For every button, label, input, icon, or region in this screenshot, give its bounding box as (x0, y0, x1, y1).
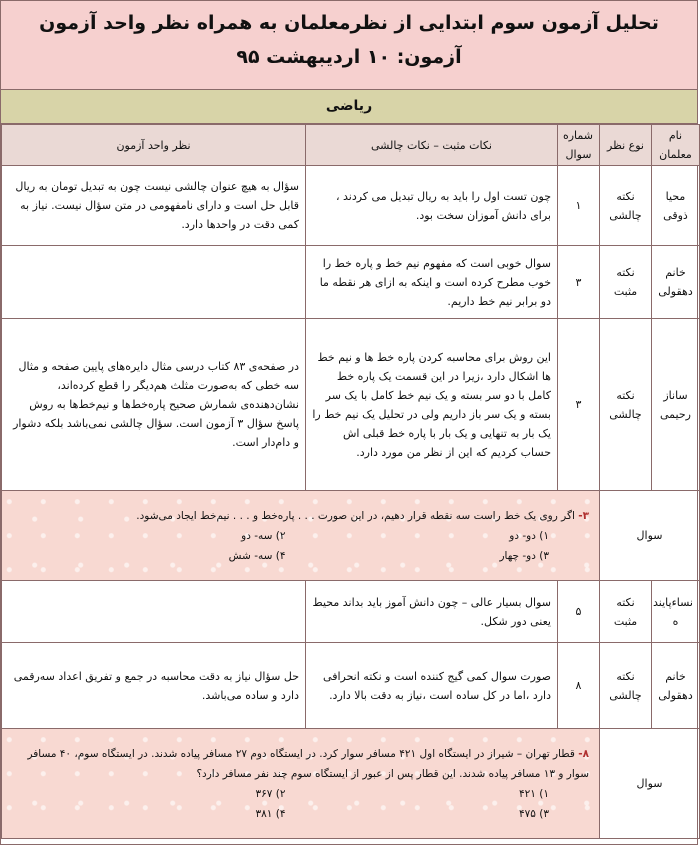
points-cell: این روش برای محاسبه کردن پاره خط ها و نیم خط ها اشکال دارد ،زیرا در این قسمت یک پاره خط کامل با دو سر بسته و یک نیم خط کامل با یک سر بسته و یک سر باز داریم ولی در تحلیل یک نیم خط را یک بار به تنهایی و یک بار با پاره خط قبلی اش حساب کردیم که این از نظر من مورد دارد. (306, 319, 558, 491)
option: ۱) دو- دو (509, 529, 549, 542)
qnum-cell: ۱ (558, 166, 600, 246)
points-cell: چون تست اول را باید به ریال تبدیل می کردند ، برای دانش آموزان سخت بود. (306, 166, 558, 246)
unit-cell (2, 581, 306, 643)
qnum-cell: ۵ (558, 581, 600, 643)
table-row (2, 166, 700, 246)
table-header-row (2, 125, 700, 166)
teacher-cell: محیا ذوقی (652, 166, 700, 246)
question-label: سوال (600, 491, 700, 581)
option: ۱) ۴۲۱ (519, 787, 549, 800)
teacher-cell: خانم دهقولی (652, 643, 700, 729)
analysis-table (1, 124, 700, 839)
option: ۳) ۴۷۵ (519, 807, 549, 820)
unit-cell: سؤال به هیچ عنوان چالشی نیست چون به تبدیل تومان به ریال قابل حل است و دارای نامفهومی در متن سؤال نیست. نیاز به کمی دقت در واحدها دارد. (2, 166, 306, 246)
question-row (2, 729, 700, 839)
page-header (1, 1, 697, 90)
page-title: تحلیل آزمون سوم ابتدایی از نظرمعلمان به همراه نظر واحد آزمون (39, 12, 659, 34)
qnum-cell: ۸ (558, 643, 600, 729)
teacher-cell: ساناز رحیمی (652, 319, 700, 491)
unit-cell: در صفحه‌ی ۸۳ کتاب درسی مثال دایره‌های پایین صفحه و مثال سه خطی که به‌صورت مثلث هم‌دیگر را قطع کرده‌اند، نشان‌دهنده‌ی شمارش صحیح پاره‌خط‌ها و نیم‌خط‌ها به روش پاسخ سؤال ۳ آزمون است. سؤال چالشی نمی‌باشد بلکه دشوار و دام‌دار است. (2, 319, 306, 491)
table-row (2, 643, 700, 729)
points-cell: سوال بسیار عالی – چون دانش آموز باید بداند محیط یعنی دور شکل. (306, 581, 558, 643)
option: ۳) دو- چهار (499, 549, 549, 562)
table-row (2, 319, 700, 491)
unit-cell (2, 246, 306, 319)
qnum-cell: ۳ (558, 246, 600, 319)
option: ۲) ۳۶۷ (255, 787, 286, 800)
question-box (2, 729, 600, 839)
type-cell: نکته چالشی (600, 319, 652, 491)
question-number: ۸- (578, 747, 589, 760)
question-box (2, 491, 600, 581)
points-cell: صورت سوال کمی گیج کننده است و نکته انحرافی دارد ،اما در کل ساده است ،نیاز به دقت بالا دارد. (306, 643, 558, 729)
type-cell: نکته مثبت (600, 581, 652, 643)
option: ۲) سه- دو (241, 529, 286, 542)
col-type: نوع نظر (600, 125, 652, 166)
question-text: اگر روی یک خط راست سه نقطه قرار دهیم، در این صورت . . . پاره‌خط و . . . نیم‌خط ایجاد می‌شود. (136, 509, 575, 522)
unit-cell: حل سؤال نیاز به دقت محاسبه در جمع و تفریق اعداد سه‌رقمی دارد و ساده می‌باشد. (2, 643, 306, 729)
type-cell: نکته چالشی (600, 643, 652, 729)
question-text: قطار تهران – شیراز در ایستگاه اول ۴۲۱ مسافر سوار کرد. در ایستگاه دوم ۲۷ مسافر پیاده شدند. در ایستگاه سوم، ۴۰ مسافر سوار و ۱۳ مسافر پیاده شدند. این قطار پس از عبور از ایستگاه سوم چند نفر مسافر دارد؟ (27, 747, 589, 780)
table-row (2, 246, 700, 319)
table-row (2, 581, 700, 643)
question-label: سوال (600, 729, 700, 839)
col-qnum: شماره سوال (558, 125, 600, 166)
exam-date: آزمون: ۱۰ اردیبهشت ۹۵ (236, 46, 462, 68)
question-number: ۳- (578, 509, 589, 522)
col-teacher: نام معلمان (652, 125, 700, 166)
col-points: نکات مثبت – نکات چالشی (306, 125, 558, 166)
type-cell: نکته چالشی (600, 166, 652, 246)
col-unit: نظر واحد آزمون (2, 125, 306, 166)
subject-title: ریاضی (1, 90, 697, 124)
question-row (2, 491, 700, 581)
option: ۴) ۳۸۱ (255, 807, 286, 820)
qnum-cell: ۳ (558, 319, 600, 491)
teacher-cell: خانم دهقولی (652, 246, 700, 319)
option: ۴) سه- شش (228, 549, 286, 562)
teacher-cell: نساءپایند ه (652, 581, 700, 643)
points-cell: سوال خوبی است که مفهوم نیم خط و پاره خط را خوب مطرح کرده است و اینکه به ازای هر نقطه ما دو برابر نیم خط داریم. (306, 246, 558, 319)
type-cell: نکته مثبت (600, 246, 652, 319)
